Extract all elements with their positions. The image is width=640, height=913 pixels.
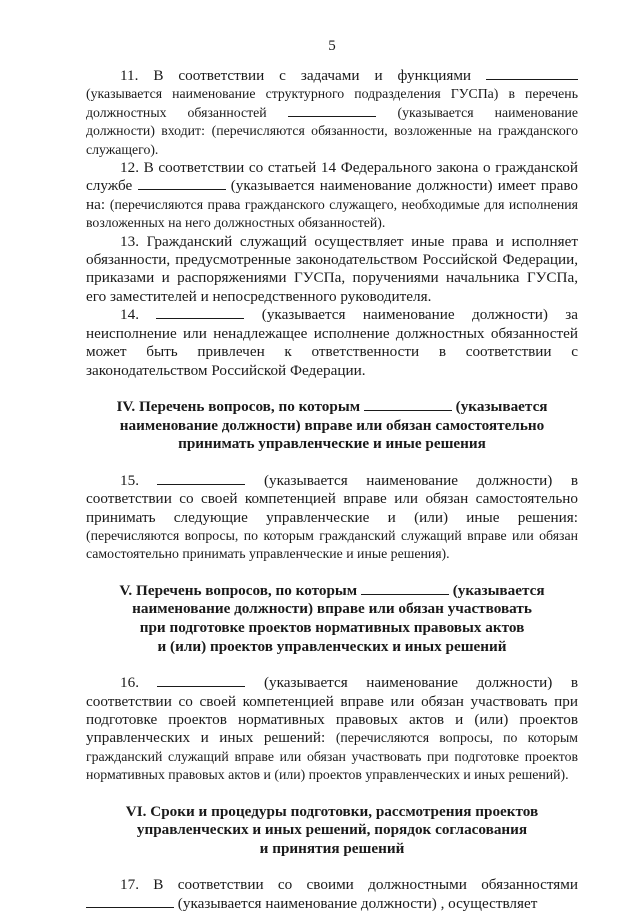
paragraph-16: [86, 674, 578, 784]
p15-text-b: (указывается наименование должности) в соответствии со своей компетенцией вправе или обязан самостоятельно принимать следующие управленческие и (или) иные решения:: [86, 471, 579, 526]
s4-line1b: (указывается: [455, 397, 548, 415]
blank-line: [138, 177, 226, 190]
s5-line4: и (или) проектов управленческих и иных решений: [157, 637, 507, 655]
blank-line: [156, 306, 244, 319]
paragraph-14: [86, 306, 578, 380]
p15-text-a: 15.: [120, 471, 139, 489]
p16-text-b: (указывается наименование должности) в соответствии со своей компетенцией вправе или обязан участвовать при подготовке проектов нормативных правовых актов и (или) проектов управленческих и иных решений:: [86, 674, 579, 747]
p17-text-a: 17. В соответствии со своими должностными обязанностями: [120, 876, 578, 894]
p11-text-d: (перечисляются обязанности, возложенные на гражданского служащего).: [86, 123, 579, 157]
blank-line: [157, 674, 245, 687]
s6-line3: и принятия решений: [259, 839, 405, 857]
s4-line2: наименование должности) вправе или обязан самостоятельно: [119, 416, 545, 434]
p16-text-c: (перечисляются вопросы, по которым гражданский служащий вправе или обязан участвовать при подготовке проектов нормативных правовых актов и (или) проектов управленческих и иных решений).: [86, 730, 578, 783]
paragraph-15: [86, 472, 578, 564]
s4-line3: принимать управленческие и иные решения: [178, 435, 486, 453]
p14-text-b: (указывается наименование должности) за неисполнение или ненадлежащее исполнение должностных обязанностей может быть привлечен к ответственности в соответствии с законодательством Российской Федерации.: [86, 306, 579, 379]
p15-text-c: (перечисляются вопросы, по которым гражданский служащий вправе или обязан самостоятельно принимать управленческие и иные решения).: [86, 527, 578, 562]
paragraph-12: [86, 159, 578, 233]
blank-line: [361, 582, 449, 595]
p11-text-b: (указывается наименование структурного подразделения ГУСПа) в перечень должностных обязанностей: [86, 86, 578, 120]
p12-text-b: (указывается наименование должности) имеет право на:: [86, 177, 579, 213]
blank-line: [157, 472, 245, 485]
s5-line2: наименование должности) вправе или обязан участвовать: [132, 600, 532, 618]
paragraph-13: 13. Гражданский служащий осуществляет иные права и исполняет обязанности, предусмотренные законодательством Российской Федерации, приказами и распоряжениями ГУСПа, поручениями начальника ГУСПа, его заместителей и непосредственного руководителя.: [86, 232, 578, 305]
section-6-heading: [86, 803, 578, 859]
p17-text-b: (указывается наименование должности) , осуществляет: [177, 894, 538, 912]
paragraph-17: [86, 876, 578, 913]
s4-line1a: IV. Перечень вопросов, по которым: [116, 397, 361, 415]
blank-line: [364, 398, 452, 411]
s5-line1a: V. Перечень вопросов, по которым: [119, 581, 358, 599]
s5-line3: при подготовке проектов нормативных правовых актов: [139, 618, 525, 636]
p14-text-a: 14.: [120, 306, 139, 324]
blank-line: [486, 67, 578, 80]
s5-line1b: (указывается: [452, 581, 545, 599]
paragraph-11: [86, 67, 578, 159]
p16-text-a: 16.: [120, 674, 139, 692]
blank-line: [288, 104, 376, 117]
p11-text-c: (указывается наименование должности) входит:: [86, 104, 579, 139]
section-5-heading: [86, 582, 578, 656]
blank-line: [86, 895, 174, 908]
p12-text-c: (перечисляются права гражданского служащего, необходимые для исполнения возложенных на него должностных обязанностей).: [86, 196, 578, 231]
p11-text-a: 11. В соответствии с задачами и функциями: [120, 67, 472, 84]
page-number: 5: [328, 38, 336, 54]
s6-line1: VI. Сроки и процедуры подготовки, рассмотрения проектов: [125, 802, 539, 820]
p12-text-a: 12. В соответствии со статьей 14 Федерального закона о гражданской службе: [86, 159, 578, 195]
s6-line2: управленческих и иных решений, порядок согласования: [136, 821, 528, 839]
section-4-heading: [86, 398, 578, 454]
